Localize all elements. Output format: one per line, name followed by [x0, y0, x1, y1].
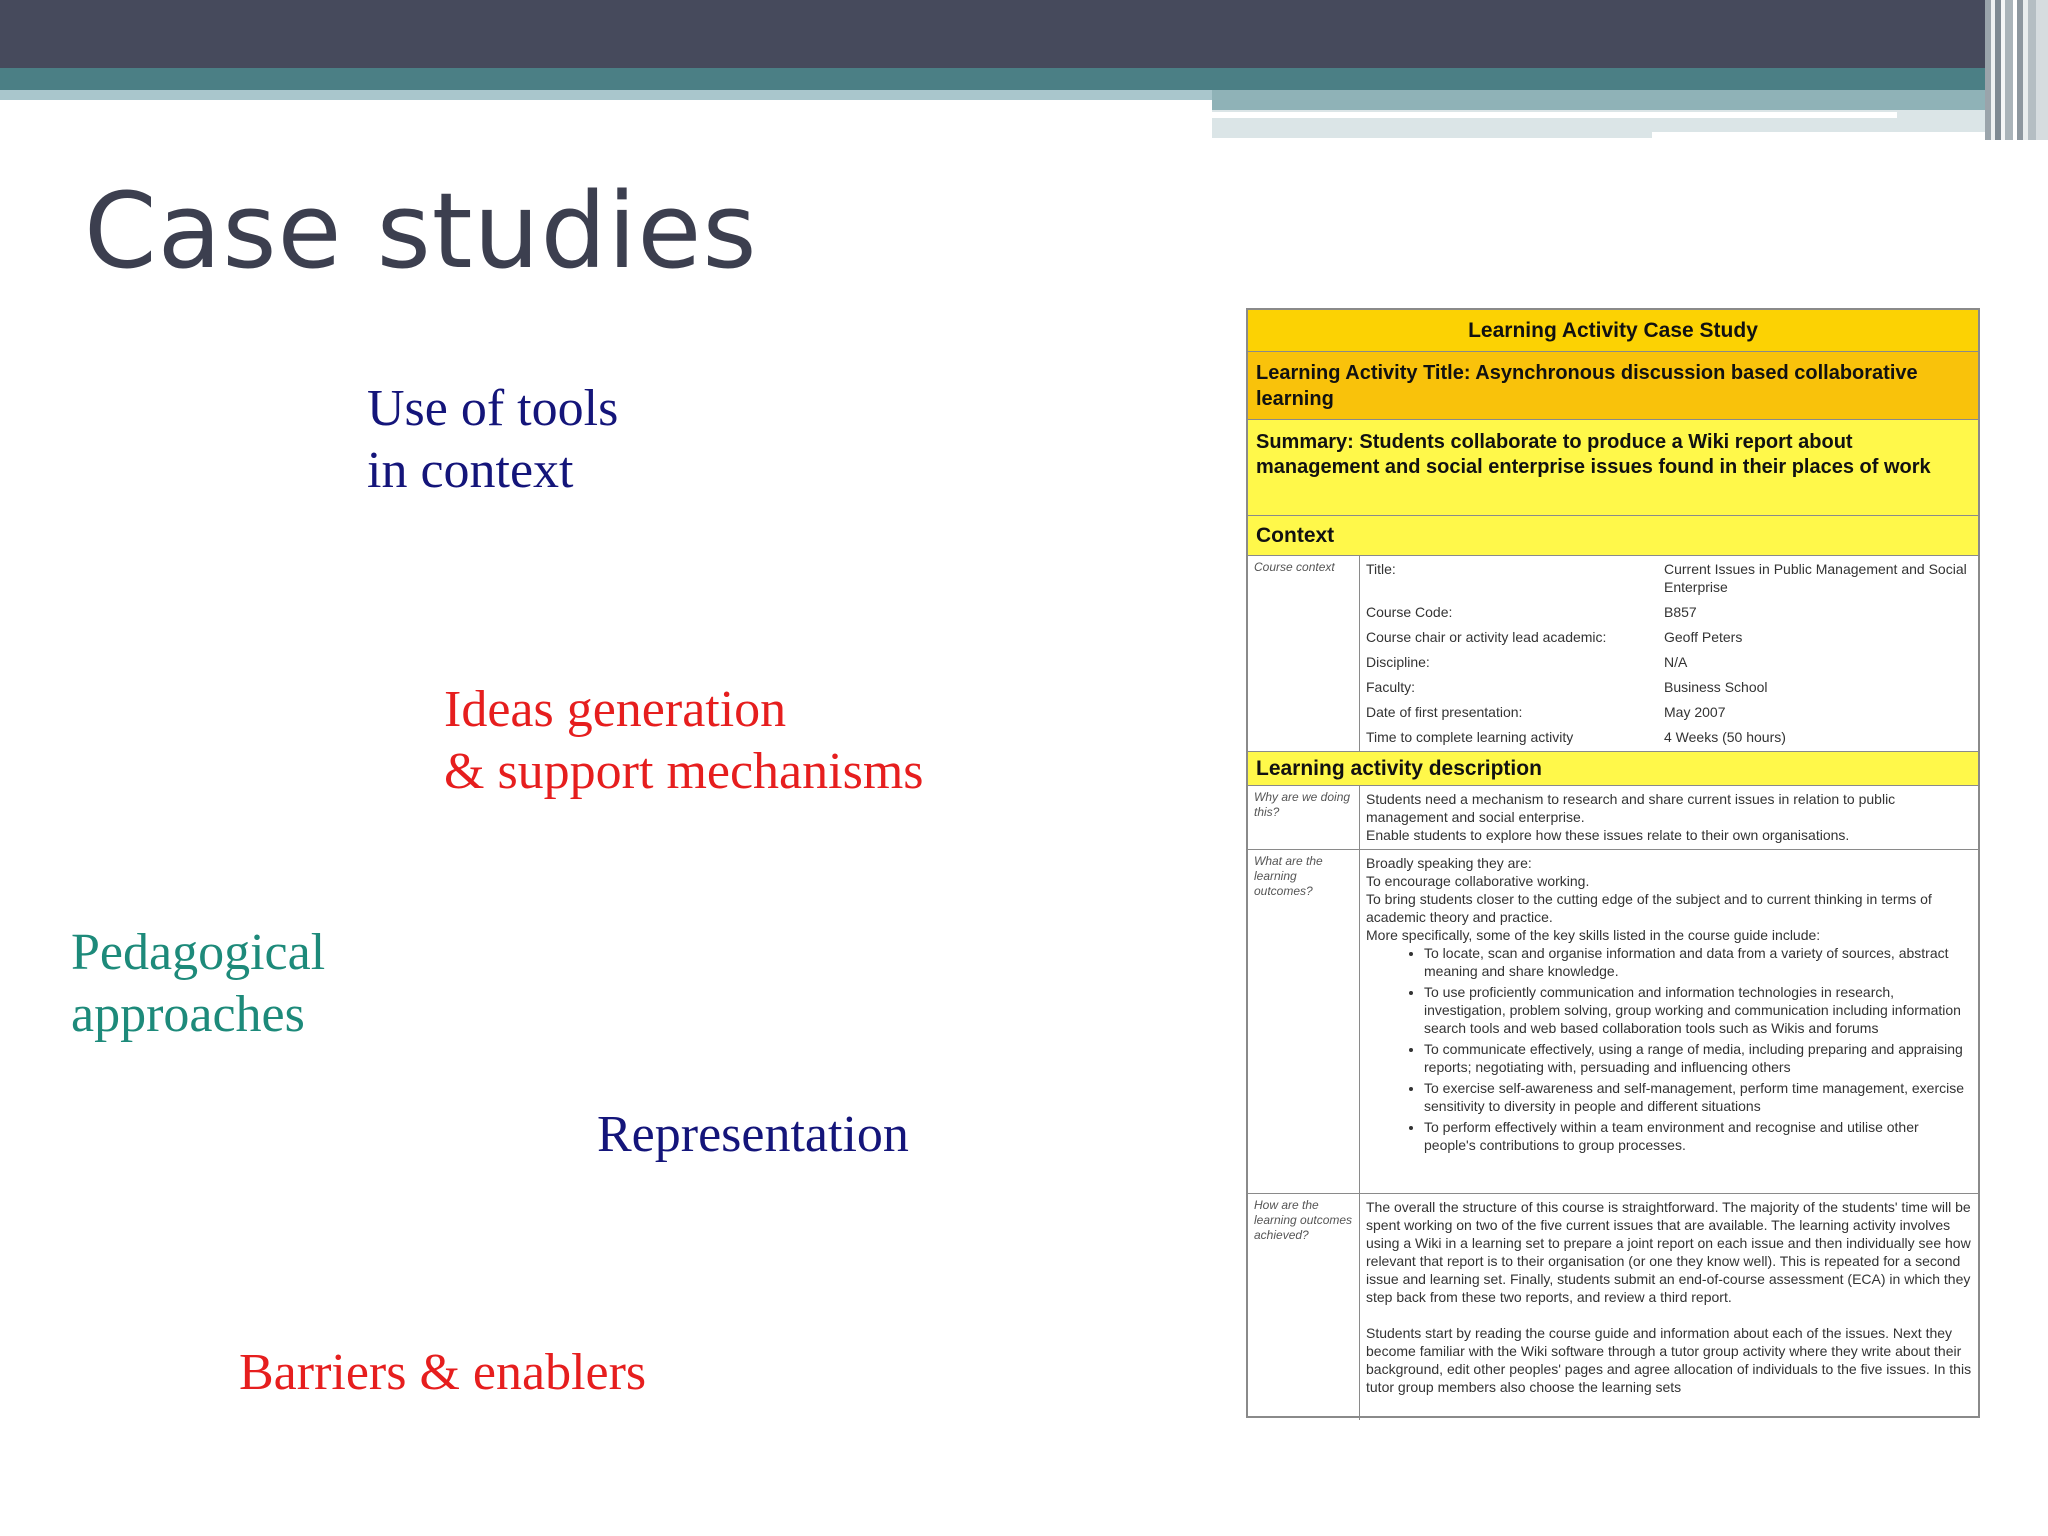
context-row — [1366, 560, 1972, 596]
outcomes-text: More specifically, some of the key skills listed in the course guide include: — [1366, 927, 1821, 943]
topic-line: & support mechanisms — [444, 743, 924, 800]
case-study-header: Learning Activity Case Study — [1248, 310, 1978, 352]
topic-line: in context — [367, 442, 574, 499]
context-value: May 2007 — [1664, 704, 1726, 720]
header-band-teal — [0, 68, 2048, 90]
description-heading: Learning activity description — [1248, 752, 1978, 786]
slide-title: Case studies — [84, 170, 758, 292]
list-item: • To exercise self-awareness and self-management, perform time management, exercise sensitivity to diversity in people and different situations — [1424, 1079, 1972, 1115]
achieved-text: Students start by reading the course guide and information about each of the issues. Next they become familiar with the Wiki software through a tutor group activity where they write about their background, edit other peoples' pages and agree allocation of individuals to the five issues. In this tutor group members also choose the learning sets — [1366, 1325, 1972, 1395]
context-key: Course Code: — [1366, 604, 1453, 620]
context-key: Course chair or activity lead academic: — [1366, 629, 1607, 645]
context-key: Discipline: — [1366, 654, 1430, 670]
header-band-right-mid — [1212, 90, 2048, 110]
outcomes-label: What are the learning outcomes? — [1248, 850, 1360, 1193]
case-study-document — [1246, 308, 1980, 1418]
context-key: Title: — [1366, 561, 1396, 577]
topic-barriers-enablers: Barriers & enablers — [239, 1344, 647, 1401]
topic-line: Pedagogical — [71, 924, 326, 981]
context-row — [1366, 678, 1972, 696]
course-context-label: Course context — [1248, 556, 1360, 751]
why-text: Enable students to explore how these issues relate to their own organisations. — [1366, 827, 1850, 843]
topic-line: approaches — [71, 986, 305, 1043]
outcomes-content — [1360, 850, 1978, 1193]
context-row — [1366, 628, 1972, 646]
topic-ideas-generation — [444, 679, 924, 803]
list-item: • To communicate effectively, using a range of media, including preparing and appraising reports; negotiating with, persuading and influencing others — [1424, 1040, 1972, 1076]
skills-list — [1366, 944, 1972, 1154]
achieved-text: The overall the structure of this course is straightforward. The majority of the students' time will be spent working on two of the five current issues that are available. The learning activity involves using a Wiki in a learning set to prepare a joint report on each issue and then individually see how relevant that report is to their organisation (or one they know well). This is repeated for a second issue and learning set. Finally, students submit an end-of-course assessment (ECA) in which they step back from these two reports, and review a third report. — [1366, 1199, 1971, 1305]
topic-use-of-tools — [367, 378, 618, 502]
context-heading: Context — [1248, 516, 1978, 556]
context-row — [1366, 703, 1972, 721]
context-value: Current Issues in Public Management and Social Enterprise — [1664, 561, 1967, 595]
context-value: Geoff Peters — [1664, 629, 1743, 645]
context-table — [1360, 556, 1978, 751]
activity-title: Learning Activity Title: Asynchronous discussion based collaborative learning — [1248, 352, 1978, 420]
context-value: N/A — [1664, 654, 1688, 670]
context-key: Date of first presentation: — [1366, 704, 1523, 720]
header-stripes — [1985, 0, 2048, 140]
why-content — [1360, 786, 1978, 849]
context-row — [1366, 653, 1972, 671]
context-value: B857 — [1664, 604, 1697, 620]
why-text: Students need a mechanism to research and share current issues in relation to public management and social enterprise. — [1366, 791, 1896, 825]
outcomes-text: Broadly speaking they are: — [1366, 855, 1532, 871]
why-label: Why are we doing this? — [1248, 786, 1360, 849]
header-band-dark — [0, 0, 2048, 68]
header-band-light — [0, 90, 1212, 100]
why-section — [1248, 786, 1978, 850]
outcomes-text: To bring students closer to the cutting edge of the subject and to current thinking in terms of academic theory and practice. — [1366, 891, 1932, 925]
context-section — [1248, 556, 1978, 752]
paragraph-gap — [1366, 1306, 1972, 1324]
topic-representation: Representation — [597, 1106, 909, 1163]
achieved-content — [1360, 1194, 1978, 1420]
outcomes-section — [1248, 850, 1978, 1194]
topic-line: Use of tools — [367, 380, 619, 437]
topic-line: Ideas generation — [444, 681, 787, 738]
context-key: Time to complete learning activity — [1366, 729, 1574, 745]
outcomes-text: To encourage collaborative working. — [1366, 873, 1590, 889]
context-row — [1366, 603, 1972, 621]
topic-pedagogical-approaches — [71, 922, 325, 1046]
context-value: 4 Weeks (50 hours) — [1664, 729, 1786, 745]
list-item: • To perform effectively within a team environment and recognise and utilise other people's contributions to group processes. — [1424, 1118, 1972, 1154]
context-key: Faculty: — [1366, 679, 1416, 695]
context-value: Business School — [1664, 679, 1768, 695]
list-item: • To locate, scan and organise information and data from a variety of sources, abstract meaning and share knowledge. — [1424, 944, 1972, 980]
header-band-right-line — [1212, 112, 1897, 118]
achieved-section — [1248, 1194, 1978, 1420]
context-row — [1366, 728, 1972, 746]
achieved-label: How are the learning outcomes achieved? — [1248, 1194, 1360, 1420]
activity-summary: Summary: Students collaborate to produce a Wiki report about management and social enterprise issues found in their places of work — [1248, 420, 1978, 516]
list-item: • To use proficiently communication and information technologies in research, investigation, problem solving, group working and communication including information search tools and web based collaboration tools such as Wikis and forums — [1424, 983, 1972, 1037]
